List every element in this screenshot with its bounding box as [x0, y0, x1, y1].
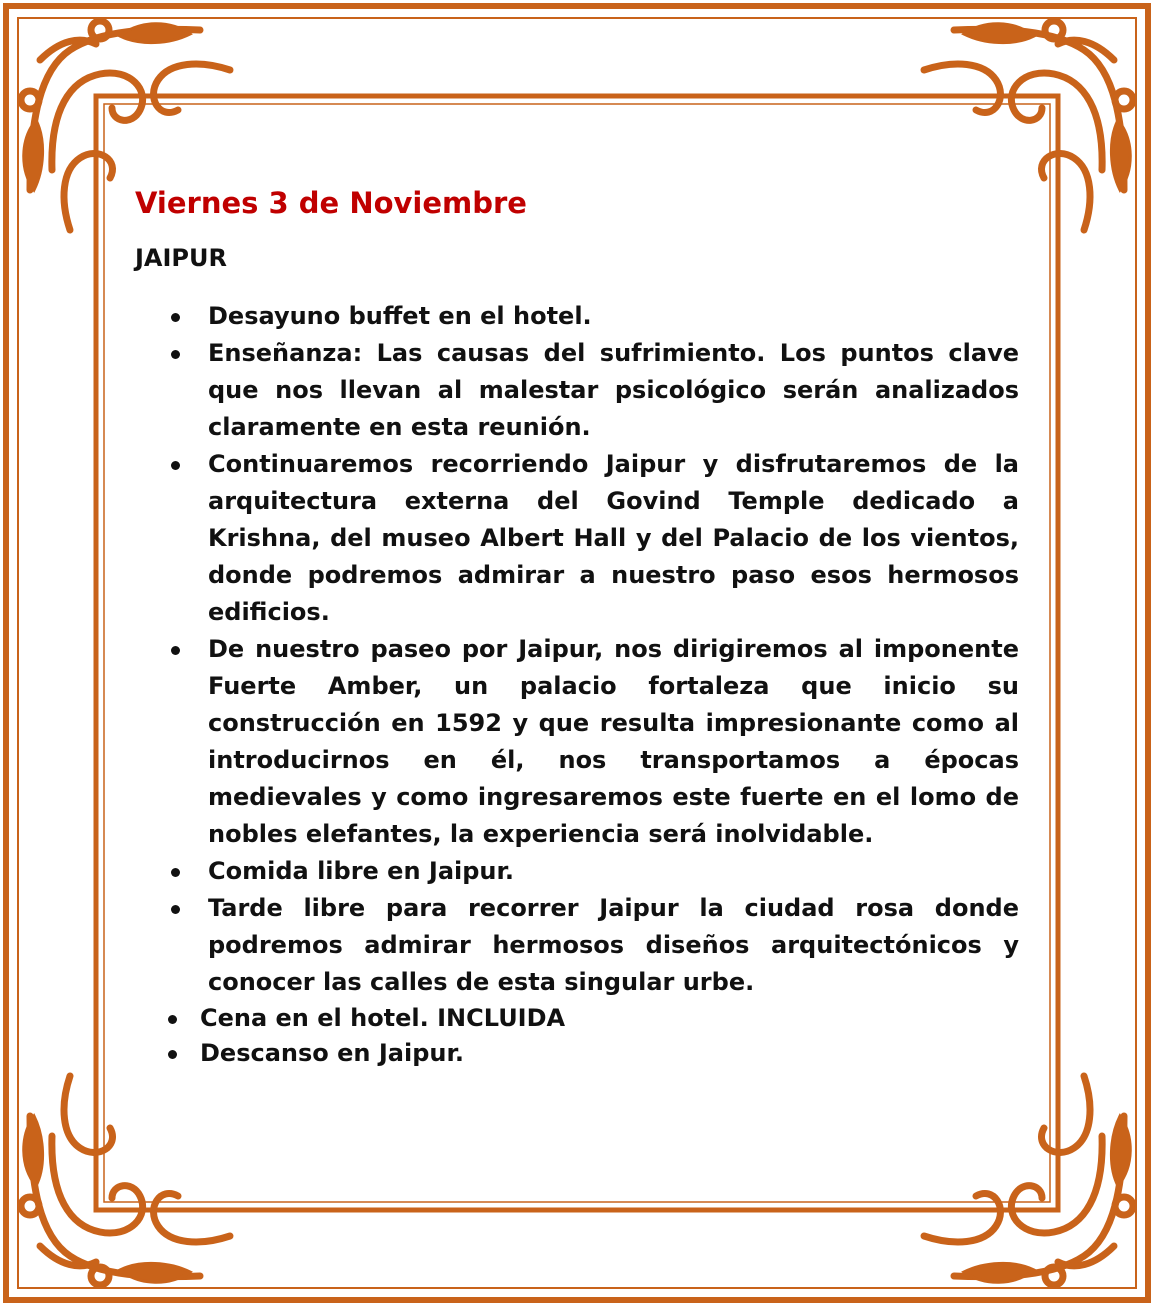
list-item: Tarde libre para recorrer Jaipur la ciudad rosa donde podremos admirar hermosos diseños arquitectónicos y conocer las calles de esta singular urbe. [135, 890, 1019, 1001]
itinerary-content [135, 186, 1019, 1071]
list-item: Comida libre en Jaipur. [135, 853, 1019, 890]
bullet-icon [168, 1050, 177, 1059]
bullet-icon [171, 350, 180, 359]
bullet-icon [171, 646, 180, 655]
bullet-icon [171, 313, 180, 322]
list-item: Desayuno buffet en el hotel. [135, 298, 1019, 335]
day-title: Viernes 3 de Noviembre [135, 186, 527, 220]
list-item: Continuaremos recorriendo Jaipur y disfrutaremos de la arquitectura externa del Govind Temple dedicado a Krishna, del museo Albert Hall y del Palacio de los vientos, donde podremos admirar a nuestro paso esos hermosos edificios. [135, 446, 1019, 631]
bullet-icon [171, 905, 180, 914]
bullet-icon [168, 1015, 177, 1024]
list-item: De nuestro paseo por Jaipur, nos dirigiremos al imponente Fuerte Amber, un palacio fortaleza que inicio su construcción en 1592 y que resulta impresionante como al introducirnos en él, nos transportamos a épocas medievales y como ingresaremos este fuerte en el lomo de nobles elefantes, la experiencia será inolvidable. [135, 631, 1019, 853]
list-item: Descanso en Jaipur. [135, 1036, 1019, 1071]
activity-list [135, 298, 1019, 1071]
bullet-icon [171, 868, 180, 877]
list-item: Enseñanza: Las causas del sufrimiento. Los puntos clave que nos llevan al malestar psicológico serán analizados claramente en esta reunión. [135, 335, 1019, 446]
city-heading: JAIPUR [135, 244, 227, 272]
bullet-icon [171, 461, 180, 470]
list-item: Cena en el hotel. INCLUIDA [135, 1001, 1019, 1036]
